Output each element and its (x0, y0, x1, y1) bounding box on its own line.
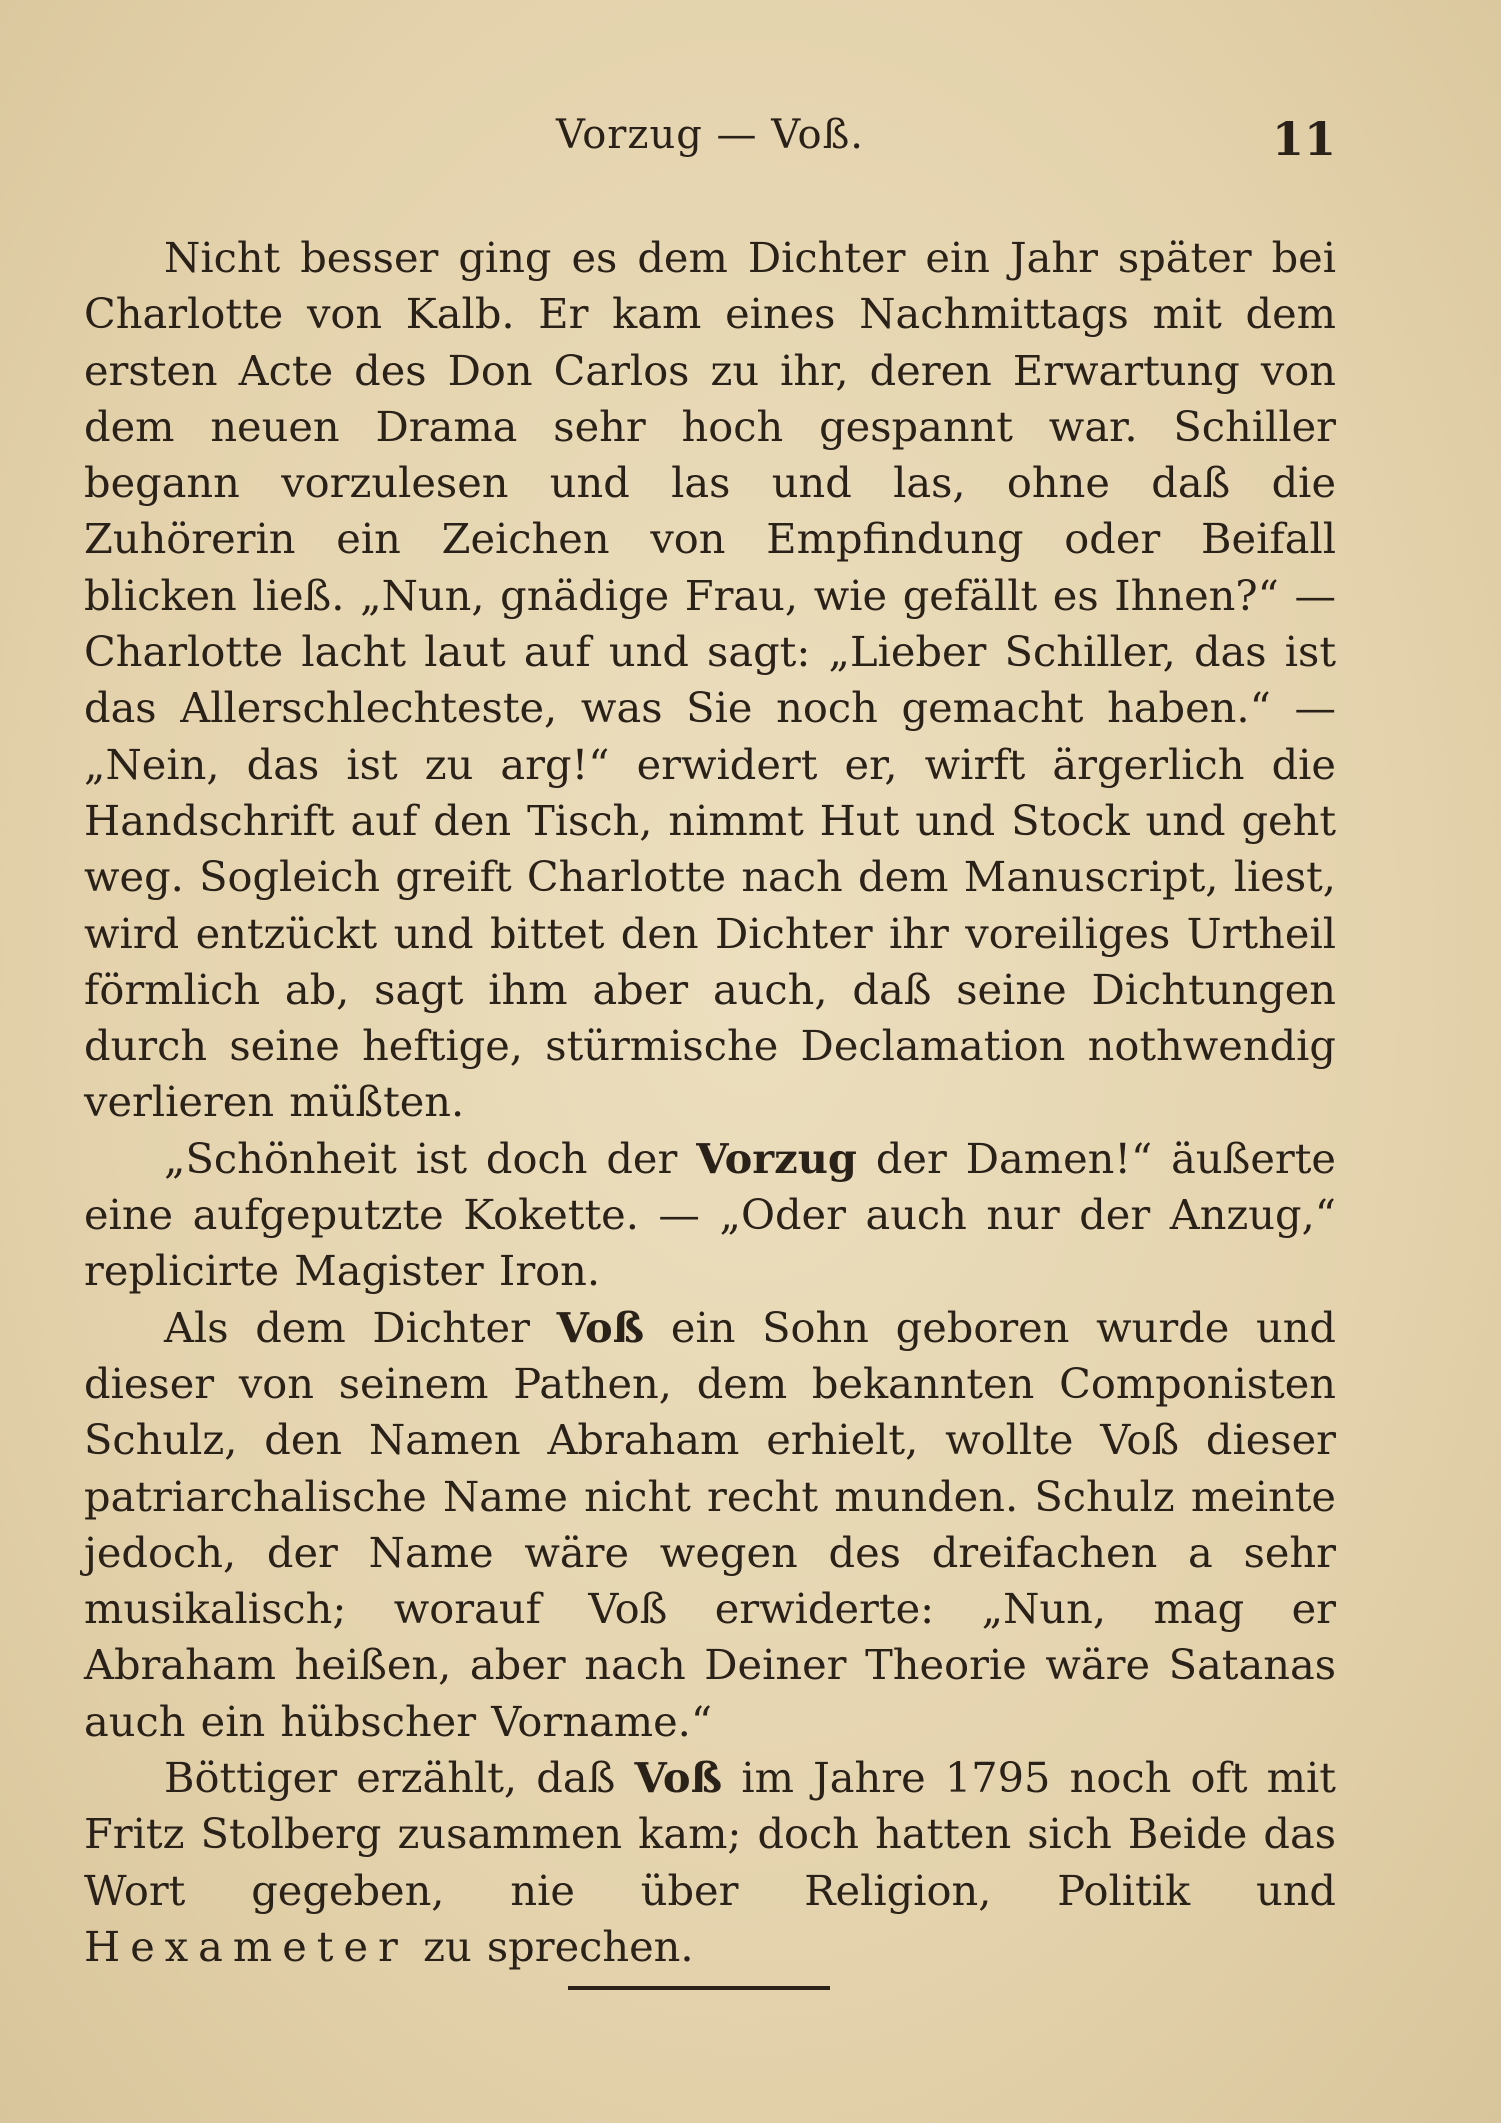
paragraph-text: im Jahre 1795 noch oft mit Fritz Stolberg zusammen kam; doch hatten sich Beide das Wort gegeben, nie über Religion, Politik und (84, 1753, 1336, 1915)
paragraph-text: ein Sohn geboren wurde und dieser von seinem Pathen, dem bekannten Componisten Schulz, den Namen Abraham erhielt, wollte Voß dieser patriarchalische Name nicht recht munden. Schulz meinte jedoch, der Name wäre wegen des dreifachen a sehr musikalisch; worauf Voß erwiderte: „Nun, mag er Abraham heißen, aber nach Deiner Theorie wäre Satanas auch ein hübscher Vorname.“ (84, 1302, 1336, 1746)
paragraph-vorzug (84, 1131, 1336, 1300)
spaced-word-hexameter: Hexameter (84, 1921, 408, 1971)
paragraph-voss-abraham (84, 1300, 1336, 1750)
paragraph-text: der Damen!“ äußerte eine aufgeputzte Kokette. — „Oder auch nur der Anzug,“ replicirte Magister Iron. (84, 1133, 1336, 1296)
page-number: 11 (1271, 112, 1336, 166)
entry-keyword-vorzug: Vorzug (696, 1133, 857, 1183)
paragraph-text: Als dem Dichter (164, 1302, 557, 1352)
entry-keyword-voss: Voß (634, 1753, 723, 1803)
paragraph-schiller-kalb: Nicht besser ging es dem Dichter ein Jahr später bei Charlotte von Kalb. Er kam eines Nachmittags mit dem ersten Acte des Don Carlos zu ihr, deren Erwartung von dem neuen Drama sehr hoch gespannt war. Schiller begann vorzulesen und las und las, ohne daß die Zuhörerin ein Zeichen von Empfindung oder Beifall blicken ließ. „Nun, gnädige Frau, wie gefällt es Ihnen?“ — Charlotte lacht laut auf und sagt: „Lieber Schiller, das ist das Allerschlechteste, was Sie noch gemacht haben.“ — „Nein, das ist zu arg!“ erwidert er, wirft ärgerlich die Handschrift auf den Tisch, nimmt Hut und Stock und geht weg. Sogleich greift Charlotte nach dem Manuscript, liest, wird entzückt und bittet den Dichter ihr voreiliges Urtheil förmlich ab, sagt ihm aber auch, daß seine Dichtungen durch seine heftige, stürmische Declamation nothwendig verlieren müßten. (84, 233, 1336, 1127)
running-head: Vorzug — Voß. (555, 112, 865, 158)
paragraph-text: Böttiger erzählt, daß (164, 1753, 635, 1803)
body-text (84, 230, 1336, 1975)
paragraph-text: zu sprechen. (407, 1921, 694, 1971)
paragraph-text: „Schönheit ist doch der (164, 1133, 697, 1183)
end-rule (568, 1986, 830, 1990)
paragraph-voss-stolberg (84, 1750, 1336, 1975)
entry-keyword-voss: Voß (556, 1302, 645, 1352)
page-header (84, 112, 1336, 172)
